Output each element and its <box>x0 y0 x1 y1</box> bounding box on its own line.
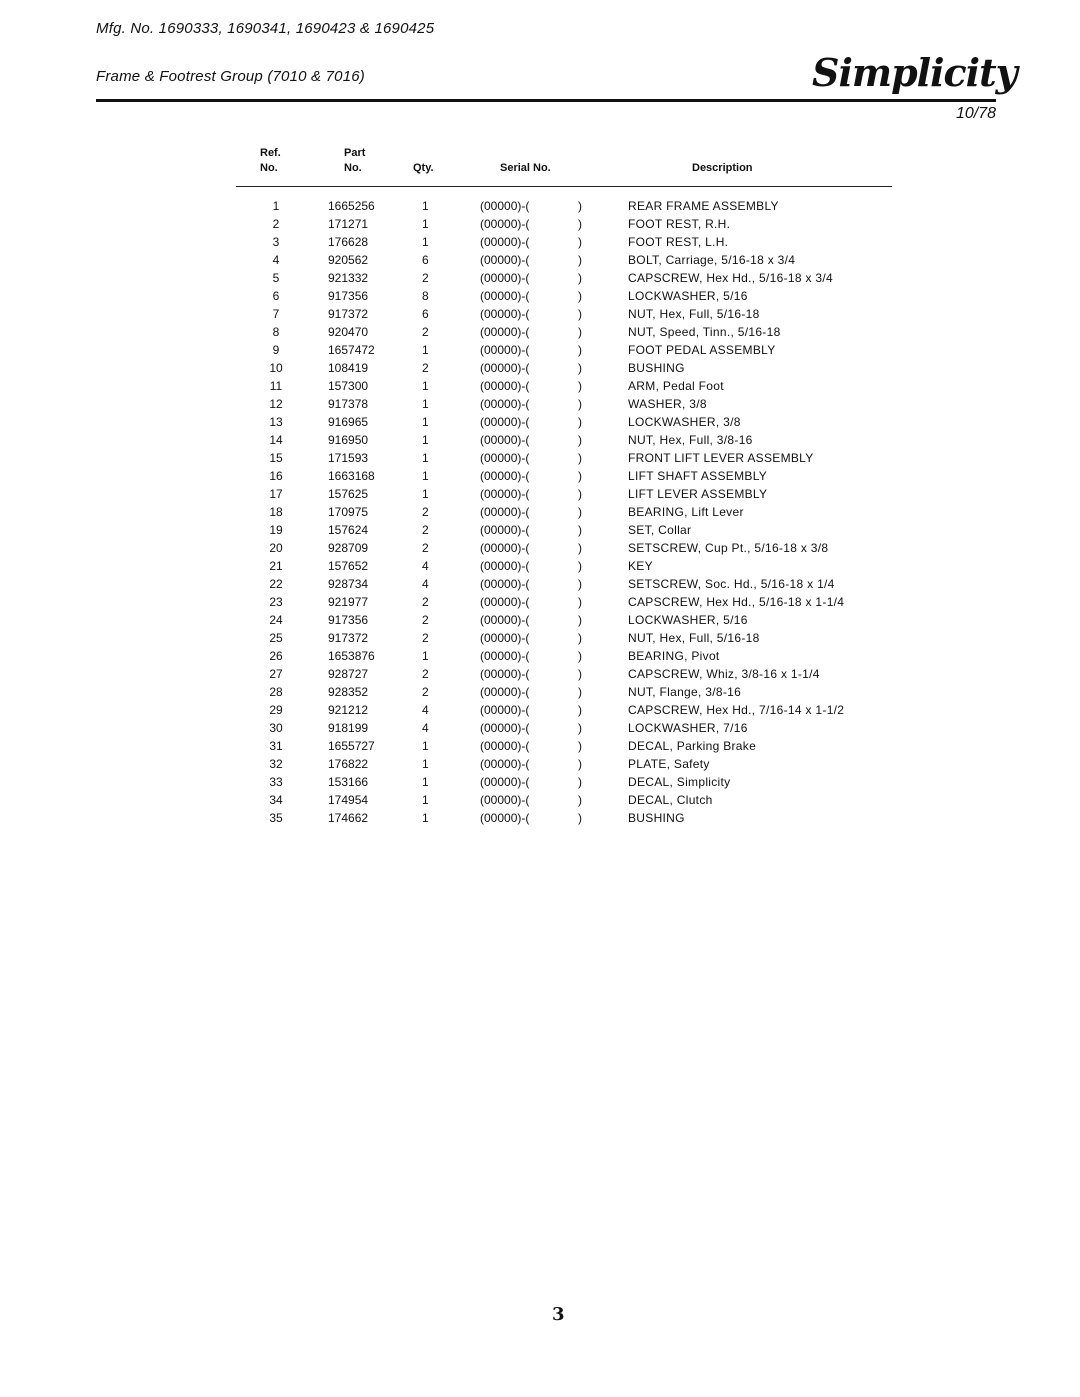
serial-close-cell: ) <box>578 469 582 483</box>
serial-close-cell: ) <box>578 775 582 789</box>
part-no-cell: 928734 <box>328 577 369 591</box>
serial-close-cell: ) <box>578 433 582 447</box>
qty-cell: 4 <box>422 577 429 591</box>
serial-cell: (00000)-( <box>480 397 530 411</box>
table-row <box>236 323 892 341</box>
ref-cell: 1 <box>272 199 280 213</box>
serial-close-cell: ) <box>578 649 582 663</box>
qty-cell: 1 <box>422 433 429 447</box>
table-body <box>236 197 892 827</box>
serial-close-cell: ) <box>578 523 582 537</box>
ref-cell: 23 <box>269 595 283 609</box>
qty-cell: 2 <box>422 541 429 555</box>
serial-cell: (00000)-( <box>480 505 530 519</box>
description-cell: NUT, Hex, Full, 5/16-18 <box>628 307 760 321</box>
serial-close-cell: ) <box>578 595 582 609</box>
table-row <box>236 539 892 557</box>
serial-close-cell: ) <box>578 631 582 645</box>
revision-date: 10/78 <box>955 105 996 122</box>
ref-cell: 8 <box>272 325 280 339</box>
serial-cell: (00000)-( <box>480 667 530 681</box>
serial-close-cell: ) <box>578 541 582 555</box>
serial-cell: (00000)-( <box>480 199 530 213</box>
description-cell: FRONT LIFT LEVER ASSEMBLY <box>628 451 814 465</box>
serial-cell: (00000)-( <box>480 703 530 717</box>
parts-table <box>236 144 892 827</box>
serial-cell: (00000)-( <box>480 775 530 789</box>
serial-cell: (00000)-( <box>480 793 530 807</box>
serial-cell: (00000)-( <box>480 307 530 321</box>
brand-logo: Simplicity <box>812 50 1017 95</box>
part-no-cell: 176822 <box>328 757 369 771</box>
serial-cell: (00000)-( <box>480 433 530 447</box>
serial-cell: (00000)-( <box>480 613 530 627</box>
table-row <box>236 611 892 629</box>
serial-cell: (00000)-( <box>480 361 530 375</box>
serial-cell: (00000)-( <box>480 577 530 591</box>
part-no-cell: 170975 <box>328 505 369 519</box>
ref-cell: 20 <box>269 541 283 555</box>
serial-cell: (00000)-( <box>480 541 530 555</box>
qty-cell: 1 <box>422 235 429 249</box>
serial-close-cell: ) <box>578 343 582 357</box>
serial-close-cell: ) <box>578 613 582 627</box>
table-header <box>236 144 892 187</box>
table-row <box>236 359 892 377</box>
part-no-cell: 1663168 <box>328 469 375 483</box>
serial-cell: (00000)-( <box>480 451 530 465</box>
serial-cell: (00000)-( <box>480 487 530 501</box>
table-row <box>236 287 892 305</box>
table-row <box>236 251 892 269</box>
description-cell: CAPSCREW, Whiz, 3/8-16 x 1-1/4 <box>628 667 820 681</box>
serial-cell: (00000)-( <box>480 271 530 285</box>
ref-cell: 33 <box>269 775 283 789</box>
serial-cell: (00000)-( <box>480 811 530 825</box>
serial-close-cell: ) <box>578 451 582 465</box>
description-cell: BUSHING <box>628 811 685 825</box>
table-row <box>236 629 892 647</box>
table-row <box>236 485 892 503</box>
ref-cell: 15 <box>269 451 283 465</box>
qty-cell: 4 <box>422 559 429 573</box>
ref-cell: 27 <box>269 667 283 681</box>
serial-cell: (00000)-( <box>480 217 530 231</box>
serial-cell: (00000)-( <box>480 631 530 645</box>
header-qty: Qty. <box>413 162 434 174</box>
description-cell: LOCKWASHER, 3/8 <box>628 415 741 429</box>
part-no-cell: 916965 <box>328 415 369 429</box>
serial-close-cell: ) <box>578 379 582 393</box>
serial-cell: (00000)-( <box>480 523 530 537</box>
serial-close-cell: ) <box>578 289 582 303</box>
table-row <box>236 593 892 611</box>
table-row <box>236 647 892 665</box>
serial-close-cell: ) <box>578 703 582 717</box>
qty-cell: 1 <box>422 775 429 789</box>
qty-cell: 1 <box>422 739 429 753</box>
serial-close-cell: ) <box>578 757 582 771</box>
table-row <box>236 305 892 323</box>
serial-cell: (00000)-( <box>480 253 530 267</box>
table-row <box>236 467 892 485</box>
description-cell: NUT, Speed, Tinn., 5/16-18 <box>628 325 781 339</box>
part-no-cell: 171271 <box>328 217 369 231</box>
serial-cell: (00000)-( <box>480 415 530 429</box>
qty-cell: 1 <box>422 451 429 465</box>
description-cell: NUT, Flange, 3/8-16 <box>628 685 742 699</box>
qty-cell: 1 <box>422 649 429 663</box>
ref-cell: 14 <box>269 433 283 447</box>
qty-cell: 1 <box>422 469 429 483</box>
qty-cell: 2 <box>422 325 429 339</box>
serial-cell: (00000)-( <box>480 757 530 771</box>
serial-close-cell: ) <box>578 811 582 825</box>
table-row <box>236 809 892 827</box>
ref-cell: 25 <box>269 631 283 645</box>
description-cell: DECAL, Clutch <box>628 793 713 807</box>
header-part-no: Part No. <box>344 147 366 174</box>
serial-cell: (00000)-( <box>480 559 530 573</box>
qty-cell: 2 <box>422 271 429 285</box>
part-no-cell: 1655727 <box>328 739 375 753</box>
part-no-cell: 153166 <box>328 775 369 789</box>
qty-cell: 1 <box>422 379 429 393</box>
qty-cell: 1 <box>422 415 429 429</box>
table-row <box>236 773 892 791</box>
part-no-cell: 157624 <box>328 523 369 537</box>
table-row <box>236 665 892 683</box>
qty-cell: 2 <box>422 523 429 537</box>
ref-cell: 32 <box>269 757 283 771</box>
part-no-cell: 1665256 <box>328 199 375 213</box>
description-cell: LOCKWASHER, 5/16 <box>628 613 748 627</box>
serial-close-cell: ) <box>578 793 582 807</box>
table-row <box>236 791 892 809</box>
table-row <box>236 395 892 413</box>
ref-cell: 18 <box>269 505 283 519</box>
description-cell: WASHER, 3/8 <box>628 397 707 411</box>
ref-cell: 12 <box>269 397 283 411</box>
serial-close-cell: ) <box>578 199 582 213</box>
qty-cell: 1 <box>422 793 429 807</box>
serial-close-cell: ) <box>578 217 582 231</box>
qty-cell: 2 <box>422 595 429 609</box>
description-cell: ARM, Pedal Foot <box>628 379 724 393</box>
ref-cell: 11 <box>269 379 283 393</box>
part-no-cell: 917372 <box>328 307 369 321</box>
qty-cell: 1 <box>422 811 429 825</box>
serial-close-cell: ) <box>578 667 582 681</box>
part-no-cell: 917372 <box>328 631 369 645</box>
serial-cell: (00000)-( <box>480 235 530 249</box>
ref-cell: 30 <box>269 721 283 735</box>
ref-cell: 29 <box>269 703 283 717</box>
part-no-cell: 108419 <box>328 361 369 375</box>
table-row <box>236 341 892 359</box>
description-cell: REAR FRAME ASSEMBLY <box>628 199 779 213</box>
qty-cell: 1 <box>422 757 429 771</box>
qty-cell: 8 <box>422 289 429 303</box>
serial-close-cell: ) <box>578 397 582 411</box>
part-no-cell: 174954 <box>328 793 369 807</box>
description-cell: BOLT, Carriage, 5/16-18 x 3/4 <box>628 253 796 267</box>
description-cell: SET, Collar <box>628 523 692 537</box>
table-row <box>236 719 892 737</box>
qty-cell: 2 <box>422 685 429 699</box>
qty-cell: 1 <box>422 217 429 231</box>
qty-cell: 1 <box>422 343 429 357</box>
serial-cell: (00000)-( <box>480 739 530 753</box>
part-no-cell: 171593 <box>328 451 369 465</box>
description-cell: DECAL, Parking Brake <box>628 739 757 753</box>
description-cell: LIFT LEVER ASSEMBLY <box>628 487 768 501</box>
qty-cell: 2 <box>422 361 429 375</box>
ref-cell: 9 <box>272 343 280 357</box>
description-cell: PLATE, Safety <box>628 757 710 771</box>
header-rule <box>96 99 996 102</box>
description-cell: CAPSCREW, Hex Hd., 5/16-18 x 3/4 <box>628 271 834 285</box>
qty-cell: 2 <box>422 667 429 681</box>
table-row <box>236 557 892 575</box>
qty-cell: 6 <box>422 307 429 321</box>
serial-close-cell: ) <box>578 325 582 339</box>
serial-close-cell: ) <box>578 271 582 285</box>
description-cell: FOOT REST, R.H. <box>628 217 731 231</box>
part-no-cell: 928709 <box>328 541 369 555</box>
serial-close-cell: ) <box>578 577 582 591</box>
part-no-cell: 917356 <box>328 613 369 627</box>
serial-close-cell: ) <box>578 235 582 249</box>
serial-close-cell: ) <box>578 685 582 699</box>
table-row <box>236 521 892 539</box>
header-serial-no: Serial No. <box>500 162 551 174</box>
serial-close-cell: ) <box>578 361 582 375</box>
description-cell: NUT, Hex, Full, 5/16-18 <box>628 631 760 645</box>
part-no-cell: 928727 <box>328 667 369 681</box>
description-cell: DECAL, Simplicity <box>628 775 731 789</box>
part-no-cell: 921332 <box>328 271 369 285</box>
ref-cell: 6 <box>272 289 280 303</box>
ref-cell: 10 <box>269 361 283 375</box>
ref-cell: 22 <box>269 577 283 591</box>
ref-cell: 3 <box>272 235 280 249</box>
table-row <box>236 413 892 431</box>
part-no-cell: 1653876 <box>328 649 375 663</box>
ref-cell: 26 <box>269 649 283 663</box>
serial-close-cell: ) <box>578 253 582 267</box>
serial-close-cell: ) <box>578 415 582 429</box>
part-no-cell: 157652 <box>328 559 369 573</box>
part-no-cell: 174662 <box>328 811 369 825</box>
header-description: Description <box>692 162 753 174</box>
qty-cell: 1 <box>422 397 429 411</box>
part-no-cell: 916950 <box>328 433 369 447</box>
description-cell: FOOT REST, L.H. <box>628 235 729 249</box>
qty-cell: 2 <box>422 505 429 519</box>
part-no-cell: 157300 <box>328 379 369 393</box>
serial-cell: (00000)-( <box>480 685 530 699</box>
part-no-cell: 176628 <box>328 235 369 249</box>
serial-cell: (00000)-( <box>480 469 530 483</box>
table-row <box>236 377 892 395</box>
serial-close-cell: ) <box>578 559 582 573</box>
table-row <box>236 701 892 719</box>
ref-cell: 19 <box>269 523 283 537</box>
serial-cell: (00000)-( <box>480 595 530 609</box>
description-cell: LIFT SHAFT ASSEMBLY <box>628 469 768 483</box>
serial-cell: (00000)-( <box>480 325 530 339</box>
ref-cell: 13 <box>269 415 283 429</box>
qty-cell: 6 <box>422 253 429 267</box>
table-row <box>236 755 892 773</box>
serial-close-cell: ) <box>578 487 582 501</box>
part-no-cell: 921977 <box>328 595 369 609</box>
qty-cell: 2 <box>422 631 429 645</box>
ref-cell: 28 <box>269 685 283 699</box>
part-no-cell: 920470 <box>328 325 369 339</box>
table-row <box>236 683 892 701</box>
table-row <box>236 503 892 521</box>
part-no-cell: 920562 <box>328 253 369 267</box>
qty-cell: 1 <box>422 487 429 501</box>
part-no-cell: 917356 <box>328 289 369 303</box>
table-row <box>236 575 892 593</box>
ref-cell: 17 <box>269 487 283 501</box>
description-cell: NUT, Hex, Full, 3/8-16 <box>628 433 753 447</box>
serial-cell: (00000)-( <box>480 721 530 735</box>
description-cell: FOOT PEDAL ASSEMBLY <box>628 343 776 357</box>
ref-cell: 4 <box>272 253 280 267</box>
table-row <box>236 197 892 215</box>
qty-cell: 4 <box>422 703 429 717</box>
manufacturer-numbers: Mfg. No. 1690333, 1690341, 1690423 & 1690425 <box>96 20 435 37</box>
ref-cell: 5 <box>272 271 280 285</box>
part-no-cell: 1657472 <box>328 343 375 357</box>
page-number: 3 <box>552 1304 565 1325</box>
description-cell: SETSCREW, Soc. Hd., 5/16-18 x 1/4 <box>628 577 835 591</box>
serial-close-cell: ) <box>578 739 582 753</box>
description-cell: BEARING, Pivot <box>628 649 720 663</box>
serial-cell: (00000)-( <box>480 649 530 663</box>
ref-cell: 34 <box>269 793 283 807</box>
serial-cell: (00000)-( <box>480 343 530 357</box>
table-row <box>236 737 892 755</box>
qty-cell: 2 <box>422 613 429 627</box>
header-ref-no: Ref. No. <box>260 147 281 174</box>
ref-cell: 7 <box>272 307 280 321</box>
table-row <box>236 269 892 287</box>
ref-cell: 31 <box>269 739 283 753</box>
description-cell: SETSCREW, Cup Pt., 5/16-18 x 3/8 <box>628 541 829 555</box>
description-cell: BEARING, Lift Lever <box>628 505 744 519</box>
group-title: Frame & Footrest Group (7010 & 7016) <box>96 68 365 85</box>
serial-close-cell: ) <box>578 721 582 735</box>
description-cell: BUSHING <box>628 361 685 375</box>
part-no-cell: 928352 <box>328 685 369 699</box>
description-cell: KEY <box>628 559 653 573</box>
description-cell: LOCKWASHER, 7/16 <box>628 721 748 735</box>
part-no-cell: 918199 <box>328 721 369 735</box>
ref-cell: 21 <box>269 559 283 573</box>
table-row <box>236 449 892 467</box>
qty-cell: 1 <box>422 199 429 213</box>
ref-cell: 24 <box>269 613 283 627</box>
ref-cell: 35 <box>269 811 283 825</box>
qty-cell: 4 <box>422 721 429 735</box>
description-cell: CAPSCREW, Hex Hd., 5/16-18 x 1-1/4 <box>628 595 845 609</box>
description-cell: CAPSCREW, Hex Hd., 7/16-14 x 1-1/2 <box>628 703 845 717</box>
part-no-cell: 921212 <box>328 703 369 717</box>
ref-cell: 2 <box>272 217 280 231</box>
table-row <box>236 233 892 251</box>
description-cell: LOCKWASHER, 5/16 <box>628 289 748 303</box>
serial-close-cell: ) <box>578 505 582 519</box>
ref-cell: 16 <box>269 469 283 483</box>
table-row <box>236 431 892 449</box>
table-row <box>236 215 892 233</box>
part-no-cell: 157625 <box>328 487 369 501</box>
serial-close-cell: ) <box>578 307 582 321</box>
part-no-cell: 917378 <box>328 397 369 411</box>
serial-cell: (00000)-( <box>480 289 530 303</box>
serial-cell: (00000)-( <box>480 379 530 393</box>
